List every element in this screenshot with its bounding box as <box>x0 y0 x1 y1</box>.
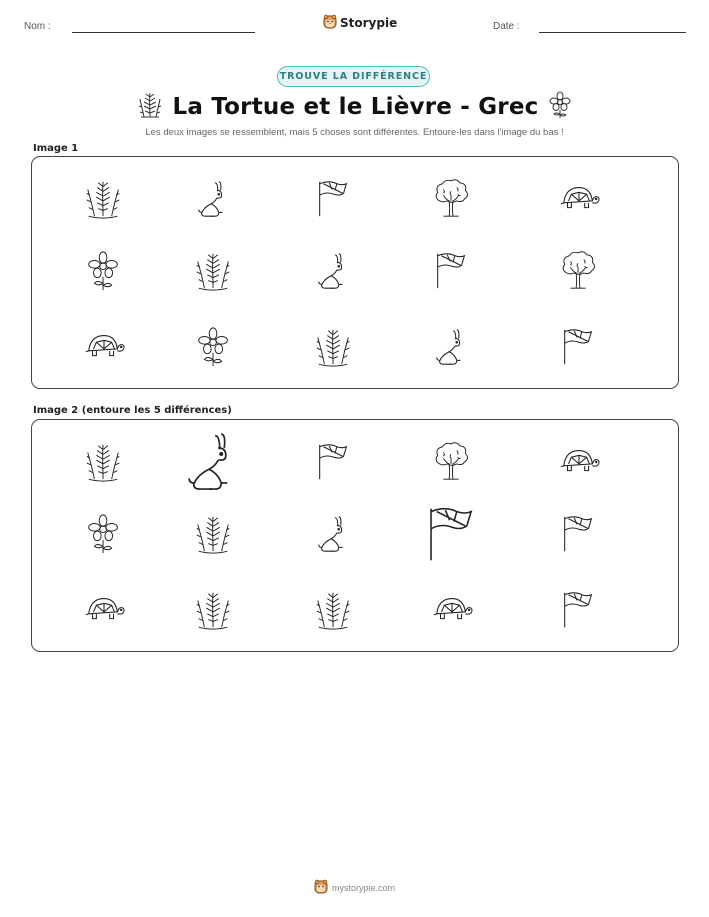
title-row <box>0 92 709 122</box>
image2-fern-icon[interactable] <box>313 589 355 631</box>
name-line[interactable] <box>72 32 255 33</box>
image2-tortoise-icon[interactable] <box>431 589 473 631</box>
brand-name: Storypie <box>340 16 398 30</box>
image2-flag-icon[interactable] <box>313 441 355 483</box>
image1-panel <box>31 156 679 389</box>
image1-flag-icon <box>431 250 473 292</box>
image1-hare-icon <box>193 178 235 220</box>
date-line[interactable] <box>539 32 686 33</box>
image1-tree-icon <box>558 250 600 292</box>
image1-fern-icon <box>193 250 235 292</box>
footer-url[interactable]: mystorypie.com <box>331 882 395 893</box>
fern-icon <box>137 91 163 124</box>
image2-flag-icon[interactable] <box>421 503 484 566</box>
image1-fern-icon <box>313 326 355 368</box>
image2-grid <box>32 420 678 651</box>
page-title: La Tortue et le Lièvre - Grec <box>172 94 539 120</box>
image2-tortoise-icon[interactable] <box>558 441 600 483</box>
image1-tortoise-icon <box>558 178 600 220</box>
image2-hare-icon[interactable] <box>180 428 247 495</box>
image1-flag-icon <box>558 326 600 368</box>
image2-flag-icon[interactable] <box>558 513 600 555</box>
image2-flag-icon[interactable] <box>558 589 600 631</box>
image1-tortoise-icon <box>83 326 125 368</box>
brand-logo <box>323 14 397 32</box>
image2-fern-icon[interactable] <box>193 513 235 555</box>
footer <box>0 879 709 896</box>
image1-flag-icon <box>313 178 355 220</box>
image2-tree-icon[interactable] <box>431 441 473 483</box>
activity-badge: TROUVE LA DIFFÉRENCE <box>277 66 430 87</box>
image1-grid <box>32 157 678 388</box>
instructions: Les deux images se ressemblent, mais 5 choses sont différentes. Entoure-les dans l'image du bas ! <box>145 127 564 138</box>
hamster-logo-icon <box>314 879 328 896</box>
name-label: Nom : <box>24 21 51 32</box>
image2-tortoise-icon[interactable] <box>83 589 125 631</box>
image1-hare-icon <box>431 326 473 368</box>
date-label: Date : <box>493 21 520 32</box>
image2-flower-icon[interactable] <box>83 513 125 555</box>
image2-label: Image 2 (entoure les 5 différences) <box>33 405 232 416</box>
image2-hare-icon[interactable] <box>313 513 355 555</box>
image2-fern-icon[interactable] <box>193 589 235 631</box>
image1-tree-icon <box>431 178 473 220</box>
image1-flower-icon <box>83 250 125 292</box>
image1-fern-icon <box>83 178 125 220</box>
image2-fern-icon[interactable] <box>83 441 125 483</box>
image2-panel[interactable] <box>31 419 679 652</box>
image1-hare-icon <box>313 250 355 292</box>
image1-flower-icon <box>193 326 235 368</box>
hamster-logo-icon <box>323 14 337 32</box>
flower-icon <box>548 91 572 124</box>
image1-label: Image 1 <box>33 143 79 154</box>
